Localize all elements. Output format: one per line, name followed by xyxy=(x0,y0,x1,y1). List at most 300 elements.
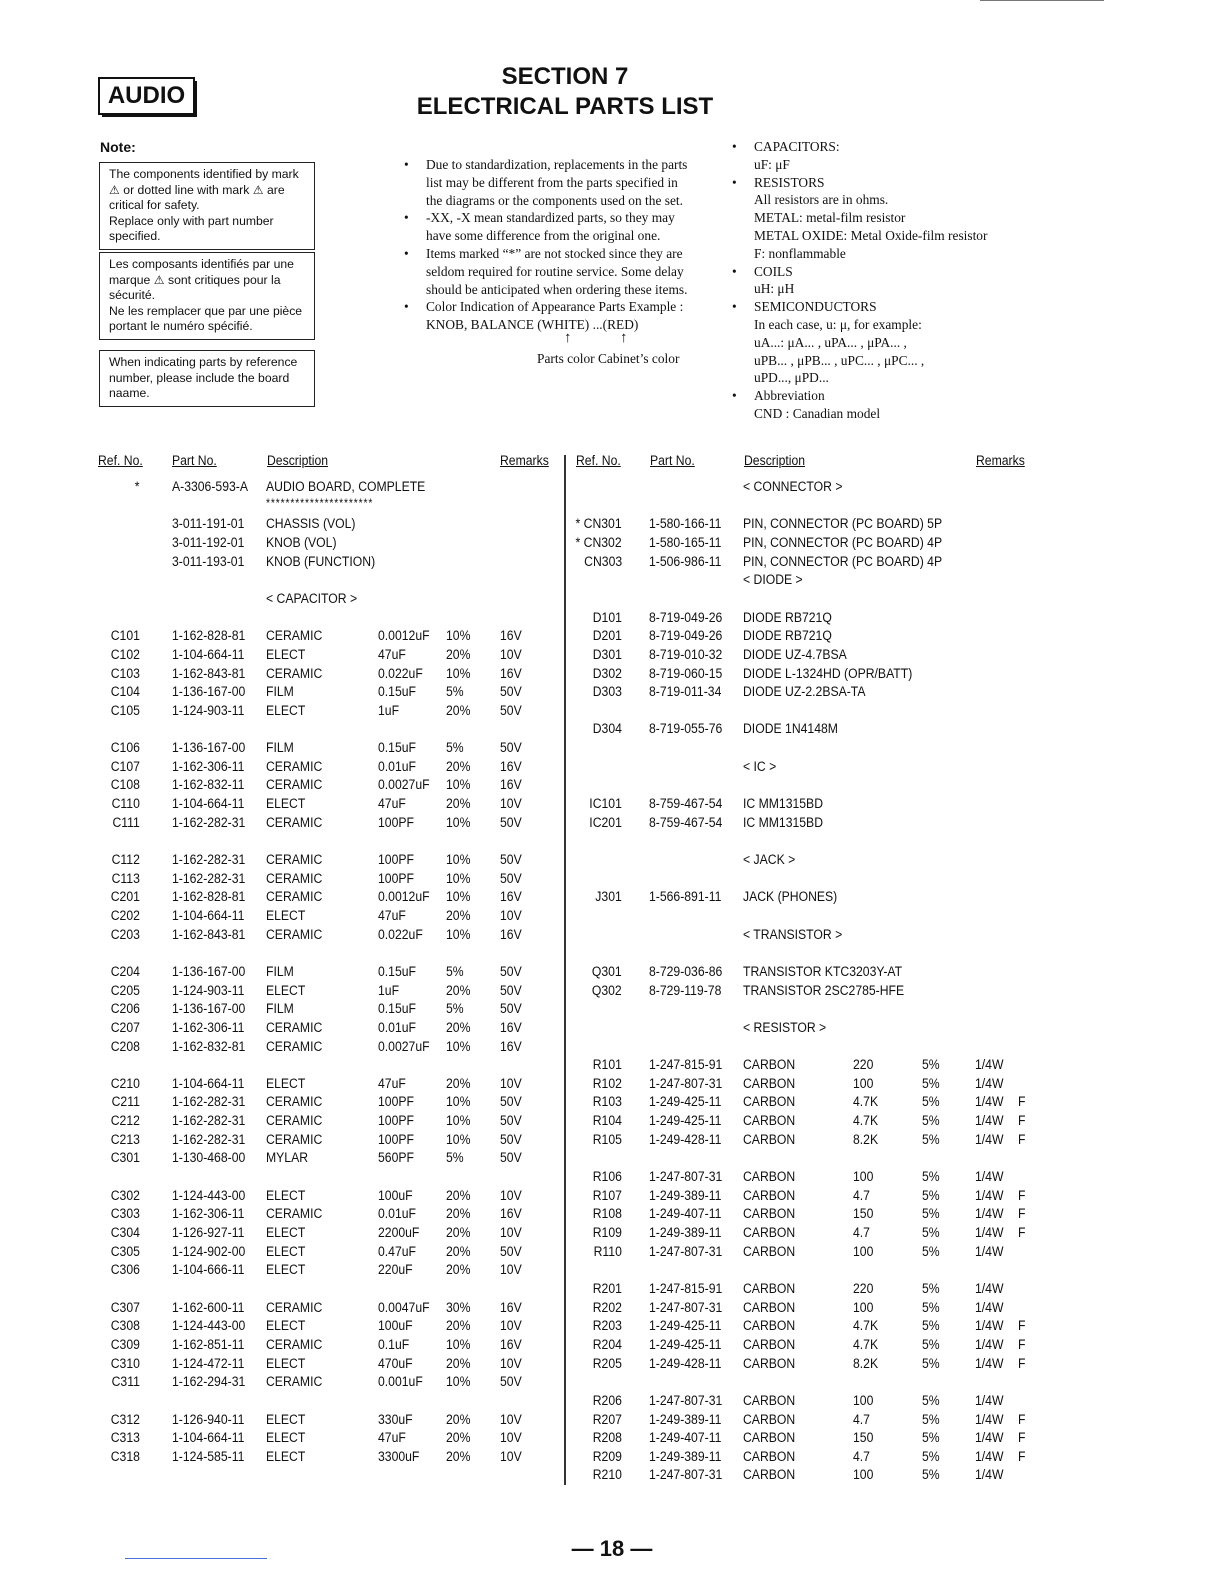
rating: 10V xyxy=(500,1075,522,1092)
part-no: 1-162-832-11 xyxy=(172,777,245,794)
tolerance: 5% xyxy=(922,1169,940,1186)
top-rule xyxy=(980,0,1104,1)
note-line: All resistors are in ohms. xyxy=(754,192,889,208)
tolerance: 20% xyxy=(446,1355,471,1372)
ref-no: * CN302 xyxy=(575,534,622,551)
bullet-icon: • xyxy=(404,157,409,172)
value: 100PF xyxy=(378,852,414,868)
tolerance: 5% xyxy=(446,1150,464,1167)
section-heading: < DIODE > xyxy=(743,572,803,589)
description: CERAMIC xyxy=(266,1299,323,1316)
note-line: Items marked “*” are not stocked since they are xyxy=(426,245,683,261)
note-head: COILS xyxy=(754,263,793,279)
part-no: 1-249-425-11 xyxy=(649,1113,722,1130)
part-no: 1-124-585-11 xyxy=(172,1448,245,1465)
note-head: CAPACITORS: xyxy=(754,139,840,154)
ref-no: C201 xyxy=(110,889,140,906)
note-line: naame. xyxy=(109,386,150,401)
description: CARBON xyxy=(743,1113,796,1130)
description: CERAMIC xyxy=(266,1206,323,1223)
description: DIODE 1N4148M xyxy=(743,721,838,738)
rating: 1/4W xyxy=(975,1169,1004,1186)
rating: 1/4W xyxy=(975,1075,1004,1092)
tolerance: 10% xyxy=(446,628,471,645)
part-no: 1-247-807-31 xyxy=(649,1243,723,1260)
part-no: 1-162-828-81 xyxy=(172,628,246,645)
note-line: uF: μF xyxy=(754,156,790,172)
description: CHASSIS (VOL) xyxy=(266,516,356,533)
description: ELECT xyxy=(266,1243,306,1260)
value: 100PF xyxy=(378,870,414,887)
bullet-icon: • xyxy=(732,263,737,279)
description: DIODE RB721Q xyxy=(743,609,832,626)
rating: 1/4W xyxy=(975,1448,1004,1465)
tolerance: 20% xyxy=(446,1448,471,1465)
value: 470uF xyxy=(378,1355,413,1372)
part-no: 1-162-282-31 xyxy=(172,814,246,831)
rating: 1/4W xyxy=(975,1131,1004,1148)
part-no: 1-506-986-11 xyxy=(649,553,722,570)
tolerance: 20% xyxy=(446,1318,471,1335)
part-no: 3-011-193-01 xyxy=(172,553,245,570)
note-item xyxy=(730,263,1050,281)
description: CARBON xyxy=(743,1392,796,1409)
ref-no: J301 xyxy=(595,889,622,906)
note-line: In each case, u: μ, for example: xyxy=(754,316,922,332)
value: 220 xyxy=(853,1280,874,1297)
description: CERAMIC xyxy=(266,1019,323,1036)
rating: 50V xyxy=(500,870,522,887)
value: 100 xyxy=(853,1169,874,1186)
part-no: 1-247-807-31 xyxy=(649,1299,723,1316)
part-no: 1-247-807-31 xyxy=(649,1467,723,1484)
rating: 10V xyxy=(500,1448,522,1465)
ref-no: R105 xyxy=(592,1131,622,1148)
description: CARBON xyxy=(743,1411,796,1428)
tolerance: 10% xyxy=(446,1374,471,1391)
ref-no: R102 xyxy=(592,1075,622,1092)
note-line: number, please include the board xyxy=(109,370,290,385)
description: IC MM1315BD xyxy=(743,796,824,813)
ref-no: C306 xyxy=(110,1262,140,1279)
ref-no: C112 xyxy=(111,852,140,868)
tolerance: 5% xyxy=(922,1243,940,1260)
part-no: 1-104-664-11 xyxy=(172,1430,245,1447)
tolerance: 5% xyxy=(446,684,464,701)
col-header-description: Description xyxy=(267,453,329,469)
description: IC MM1315BD xyxy=(743,814,824,831)
rating: 50V xyxy=(500,1113,522,1130)
rating: 16V xyxy=(500,777,522,794)
remark-flag: F xyxy=(1018,1411,1026,1428)
ref-no: C309 xyxy=(110,1336,140,1353)
description: ELECT xyxy=(266,1448,306,1465)
description: FILM xyxy=(266,684,294,701)
tolerance: 20% xyxy=(446,1206,471,1223)
ref-no: CN303 xyxy=(584,553,622,570)
description: ELECT xyxy=(266,1430,306,1447)
value: 100PF xyxy=(378,1131,414,1148)
tolerance: 5% xyxy=(922,1094,940,1111)
up-arrow-icon: ↑ xyxy=(620,330,628,346)
bullet-icon: • xyxy=(732,139,737,154)
value: 0.0027uF xyxy=(378,777,430,794)
ref-no: C212 xyxy=(110,1113,140,1130)
description: CARBON xyxy=(743,1169,796,1186)
part-no: 1-162-282-31 xyxy=(172,1094,246,1111)
rating: 1/4W xyxy=(975,1243,1004,1260)
value: 220 xyxy=(853,1057,874,1074)
column-divider xyxy=(564,455,566,1485)
value: 4.7 xyxy=(853,1225,870,1241)
rating: 16V xyxy=(500,1206,522,1223)
tolerance: 10% xyxy=(446,665,471,682)
part-no: 1-162-600-11 xyxy=(172,1299,245,1316)
rating: 1/4W xyxy=(975,1355,1004,1372)
rating: 1/4W xyxy=(975,1280,1004,1297)
tolerance: 10% xyxy=(446,814,471,831)
value: 2200uF xyxy=(378,1225,420,1241)
bullet-icon: • xyxy=(404,210,409,226)
note-item xyxy=(402,298,714,334)
part-no: 1-249-389-11 xyxy=(649,1448,722,1465)
rating: 1/4W xyxy=(975,1411,1004,1428)
up-arrow-icon: ↑ xyxy=(564,330,572,346)
rating: 50V xyxy=(500,982,522,999)
part-no: 8-719-055-76 xyxy=(649,721,723,738)
note-line: uA...: μA... , uPA... , μPA... , xyxy=(754,334,907,350)
ref-no: C307 xyxy=(110,1299,140,1316)
tolerance: 5% xyxy=(922,1187,940,1204)
rating: 10V xyxy=(500,1187,522,1204)
note-line: sécurité. xyxy=(109,288,156,303)
tolerance: 10% xyxy=(446,870,471,887)
description: CARBON xyxy=(743,1094,796,1111)
tolerance: 10% xyxy=(446,852,471,868)
description: AUDIO BOARD, COMPLETE xyxy=(266,479,426,495)
rating: 1/4W xyxy=(975,1225,1004,1241)
description: DIODE L-1324HD (OPR/BATT) xyxy=(743,665,913,682)
ref-no: C312 xyxy=(110,1411,140,1428)
note-head: RESISTORS xyxy=(754,174,825,190)
tolerance: 20% xyxy=(446,907,471,924)
part-no: A-3306-593-A xyxy=(172,479,248,495)
ref-no: C203 xyxy=(110,926,140,943)
bullet-icon: • xyxy=(732,174,737,190)
tolerance: 10% xyxy=(446,889,471,906)
part-no: 1-247-815-91 xyxy=(649,1057,723,1074)
description: ELECT xyxy=(266,1075,306,1092)
col-header-ref: Ref. No. xyxy=(576,453,621,469)
tolerance: 5% xyxy=(922,1336,940,1353)
bullet-icon: • xyxy=(732,299,737,315)
description: CARBON xyxy=(743,1131,796,1148)
description: FILM xyxy=(266,1001,294,1018)
part-no: 1-126-927-11 xyxy=(172,1225,245,1241)
tolerance: 5% xyxy=(922,1430,940,1447)
tolerance: 5% xyxy=(922,1299,940,1316)
description: CERAMIC xyxy=(266,1336,323,1353)
remark-flag: F xyxy=(1018,1318,1026,1335)
part-no: 1-249-425-11 xyxy=(649,1318,722,1335)
description: CERAMIC xyxy=(266,926,323,943)
tolerance: 5% xyxy=(446,963,464,980)
description: CARBON xyxy=(743,1057,796,1074)
ref-no: D201 xyxy=(592,628,622,645)
part-no: 1-162-282-31 xyxy=(172,870,246,887)
value: 0.01uF xyxy=(378,1019,416,1036)
description: PIN, CONNECTOR (PC BOARD) 5P xyxy=(743,516,943,533)
value: 4.7K xyxy=(853,1113,879,1130)
remark-flag: F xyxy=(1018,1336,1026,1353)
part-no: 1-162-306-11 xyxy=(172,758,245,775)
part-no: 1-162-851-11 xyxy=(172,1336,245,1353)
note-line: KNOB, BALANCE (WHITE) ...(RED) xyxy=(426,317,639,333)
ref-no: R206 xyxy=(592,1392,622,1409)
tolerance: 5% xyxy=(922,1467,940,1484)
part-no: 1-249-425-11 xyxy=(649,1094,722,1111)
tolerance: 10% xyxy=(446,1131,471,1148)
value: 0.15uF xyxy=(378,963,416,980)
value: 1uF xyxy=(378,702,400,719)
value: 100 xyxy=(853,1075,874,1092)
ref-no: C104 xyxy=(110,684,140,701)
ref-no: C207 xyxy=(110,1019,140,1036)
part-no: 1-249-407-11 xyxy=(649,1430,722,1447)
description: CERAMIC xyxy=(266,777,323,794)
ref-no: C102 xyxy=(110,646,140,663)
ref-no: IC201 xyxy=(589,814,622,831)
part-no: 8-719-049-26 xyxy=(649,609,723,626)
description: CARBON xyxy=(743,1243,796,1260)
description: ELECT xyxy=(266,1355,306,1372)
tolerance: 20% xyxy=(446,982,471,999)
part-no: 1-162-306-11 xyxy=(172,1206,245,1223)
description: CARBON xyxy=(743,1318,796,1335)
ref-no: C303 xyxy=(110,1206,140,1223)
tolerance: 20% xyxy=(446,1075,471,1092)
description: ELECT xyxy=(266,907,306,924)
value: 100PF xyxy=(378,814,414,831)
ref-no: R109 xyxy=(592,1225,622,1241)
part-no: 8-719-011-34 xyxy=(649,684,722,701)
note-item xyxy=(730,298,1050,316)
tolerance: 5% xyxy=(922,1225,940,1241)
note-head: SEMICONDUCTORS xyxy=(754,299,877,315)
value: 3300uF xyxy=(378,1448,420,1465)
tolerance: 10% xyxy=(446,777,471,794)
ref-no: R107 xyxy=(592,1187,622,1204)
bullet-icon: • xyxy=(404,299,409,315)
color-caption: Parts color Cabinet’s color xyxy=(537,351,680,366)
note-item xyxy=(402,209,714,245)
col-header-part: Part No. xyxy=(650,453,695,469)
ref-no: C202 xyxy=(110,907,140,924)
col-header-description: Description xyxy=(744,453,806,469)
value: 0.022uF xyxy=(378,665,423,682)
part-no: 8-729-119-78 xyxy=(649,982,722,999)
part-no: 8-719-010-32 xyxy=(649,646,723,663)
abbreviation-notes xyxy=(730,138,1050,423)
ref-no: * CN301 xyxy=(575,516,622,533)
rating: 10V xyxy=(500,1430,522,1447)
ref-no: R106 xyxy=(592,1169,622,1186)
description: DIODE UZ-4.7BSA xyxy=(743,646,847,663)
part-no: 1-130-468-00 xyxy=(172,1150,246,1167)
ref-no: C213 xyxy=(110,1131,140,1148)
description: CARBON xyxy=(743,1206,796,1223)
description: TRANSISTOR KTC3203Y-AT xyxy=(743,963,903,980)
note-line: Due to standardization, replacements in the parts xyxy=(426,157,688,172)
value: 4.7K xyxy=(853,1318,879,1335)
ref-no: D302 xyxy=(592,665,622,682)
rating: 16V xyxy=(500,1336,522,1353)
tolerance: 20% xyxy=(446,1430,471,1447)
part-no: 1-104-664-11 xyxy=(172,907,245,924)
value: 100 xyxy=(853,1299,874,1316)
value: 4.7K xyxy=(853,1336,879,1353)
part-no: 1-249-425-11 xyxy=(649,1336,722,1353)
rating: 50V xyxy=(500,963,522,980)
value: 100PF xyxy=(378,1113,414,1130)
description: TRANSISTOR 2SC2785-HFE xyxy=(743,982,905,999)
rating: 50V xyxy=(500,702,522,719)
part-no: 1-104-664-11 xyxy=(172,1075,245,1092)
note-line: critical for safety. xyxy=(109,198,200,213)
part-no: 1-136-167-00 xyxy=(172,963,246,980)
value: 0.0027uF xyxy=(378,1038,430,1055)
remark-flag: F xyxy=(1018,1430,1026,1447)
ref-no: D101 xyxy=(592,609,622,626)
ref-no: C308 xyxy=(110,1318,140,1335)
tolerance: 20% xyxy=(446,796,471,813)
tolerance: 30% xyxy=(446,1299,471,1316)
note-line: CND : Canadian model xyxy=(754,405,881,421)
remark-flag: F xyxy=(1018,1225,1026,1241)
part-no: 1-249-407-11 xyxy=(649,1206,722,1223)
rating: 10V xyxy=(500,1411,522,1428)
page-title: ELECTRICAL PARTS LIST xyxy=(416,93,714,120)
description: KNOB (VOL) xyxy=(266,534,337,551)
rating: 1/4W xyxy=(975,1094,1004,1111)
rating: 50V xyxy=(500,852,522,868)
ref-no: C111 xyxy=(112,814,140,831)
part-no: 1-162-282-31 xyxy=(172,1113,246,1130)
rating: 16V xyxy=(500,889,522,906)
tolerance: 10% xyxy=(446,1094,471,1111)
ref-no: C205 xyxy=(110,982,140,999)
note-line: Ne les remplacer que par une pièce xyxy=(109,303,303,318)
part-no: 1-126-940-11 xyxy=(172,1411,245,1428)
ref-no: C108 xyxy=(110,777,140,794)
ref-no: C302 xyxy=(110,1187,140,1204)
part-no: 1-249-389-11 xyxy=(649,1225,722,1241)
value: 47uF xyxy=(378,646,406,663)
bullet-icon: • xyxy=(404,245,409,261)
value: 47uF xyxy=(378,907,406,924)
part-no: 1-162-282-31 xyxy=(172,1131,246,1148)
part-no: 1-124-443-00 xyxy=(172,1187,246,1204)
remark-flag: F xyxy=(1018,1187,1026,1204)
tolerance: 10% xyxy=(446,1038,471,1055)
tolerance: 5% xyxy=(922,1206,940,1223)
part-no: 1-162-832-81 xyxy=(172,1038,246,1055)
part-no: 1-124-903-11 xyxy=(172,982,245,999)
description: ELECT xyxy=(266,1187,306,1204)
description: FILM xyxy=(266,963,294,980)
description: ELECT xyxy=(266,1318,306,1335)
value: 4.7 xyxy=(853,1448,870,1465)
rating: 1/4W xyxy=(975,1430,1004,1447)
part-no: 1-249-389-11 xyxy=(649,1411,722,1428)
rating: 50V xyxy=(500,740,522,757)
tolerance: 5% xyxy=(922,1392,940,1409)
link-underline xyxy=(125,1558,267,1559)
rating: 16V xyxy=(500,665,522,682)
ref-no: R103 xyxy=(592,1094,622,1111)
ref-no: C310 xyxy=(110,1355,140,1372)
part-no: 1-162-843-81 xyxy=(172,665,246,682)
value: 150 xyxy=(853,1430,874,1447)
ref-no: C206 xyxy=(110,1001,140,1018)
remark-flag: F xyxy=(1018,1131,1026,1148)
ref-no: C110 xyxy=(111,796,140,813)
note-item xyxy=(730,138,1050,156)
note-line: When indicating parts by reference xyxy=(109,355,298,369)
part-no: 1-124-472-11 xyxy=(172,1355,245,1372)
value: 560PF xyxy=(378,1150,414,1167)
tolerance: 20% xyxy=(446,758,471,775)
part-no: 1-104-666-11 xyxy=(172,1262,245,1279)
section-heading: < CONNECTOR > xyxy=(743,479,843,495)
description: CARBON xyxy=(743,1336,796,1353)
rating: 16V xyxy=(500,758,522,775)
part-no: 1-162-282-31 xyxy=(172,852,246,868)
ref-no: R205 xyxy=(592,1355,622,1372)
value: 4.7 xyxy=(853,1187,870,1204)
rating: 16V xyxy=(500,1299,522,1316)
value: 100uF xyxy=(378,1318,413,1335)
ref-no: C204 xyxy=(110,963,140,980)
value: 0.0012uF xyxy=(378,889,430,906)
note-line: uPB... , μPB... , uPC... , μPC... , xyxy=(754,352,925,368)
color-indication-caption xyxy=(402,332,714,368)
description: CERAMIC xyxy=(266,814,323,831)
rating: 50V xyxy=(500,1094,522,1111)
description: CERAMIC xyxy=(266,1038,323,1055)
ref-no: C318 xyxy=(110,1448,140,1465)
value: 100 xyxy=(853,1392,874,1409)
value: 4.7K xyxy=(853,1094,879,1111)
description: DIODE UZ-2.2BSA-TA xyxy=(743,684,866,701)
value: 100 xyxy=(853,1467,874,1484)
value: 0.01uF xyxy=(378,758,416,775)
tolerance: 20% xyxy=(446,1187,471,1204)
remark-flag: F xyxy=(1018,1355,1026,1372)
value: 0.15uF xyxy=(378,1001,416,1018)
ref-no: R204 xyxy=(592,1336,622,1353)
col-header-remarks: Remarks xyxy=(500,453,549,469)
part-no: 8-719-049-26 xyxy=(649,628,723,645)
value: 47uF xyxy=(378,1430,406,1447)
rating: 10V xyxy=(500,1225,522,1241)
note-line: F: nonflammable xyxy=(754,245,846,261)
description: JACK (PHONES) xyxy=(743,889,838,906)
value: 100PF xyxy=(378,1094,414,1111)
col-header-ref: Ref. No. xyxy=(98,453,143,469)
part-no: 1-247-807-31 xyxy=(649,1392,723,1409)
rating: 50V xyxy=(500,814,522,831)
